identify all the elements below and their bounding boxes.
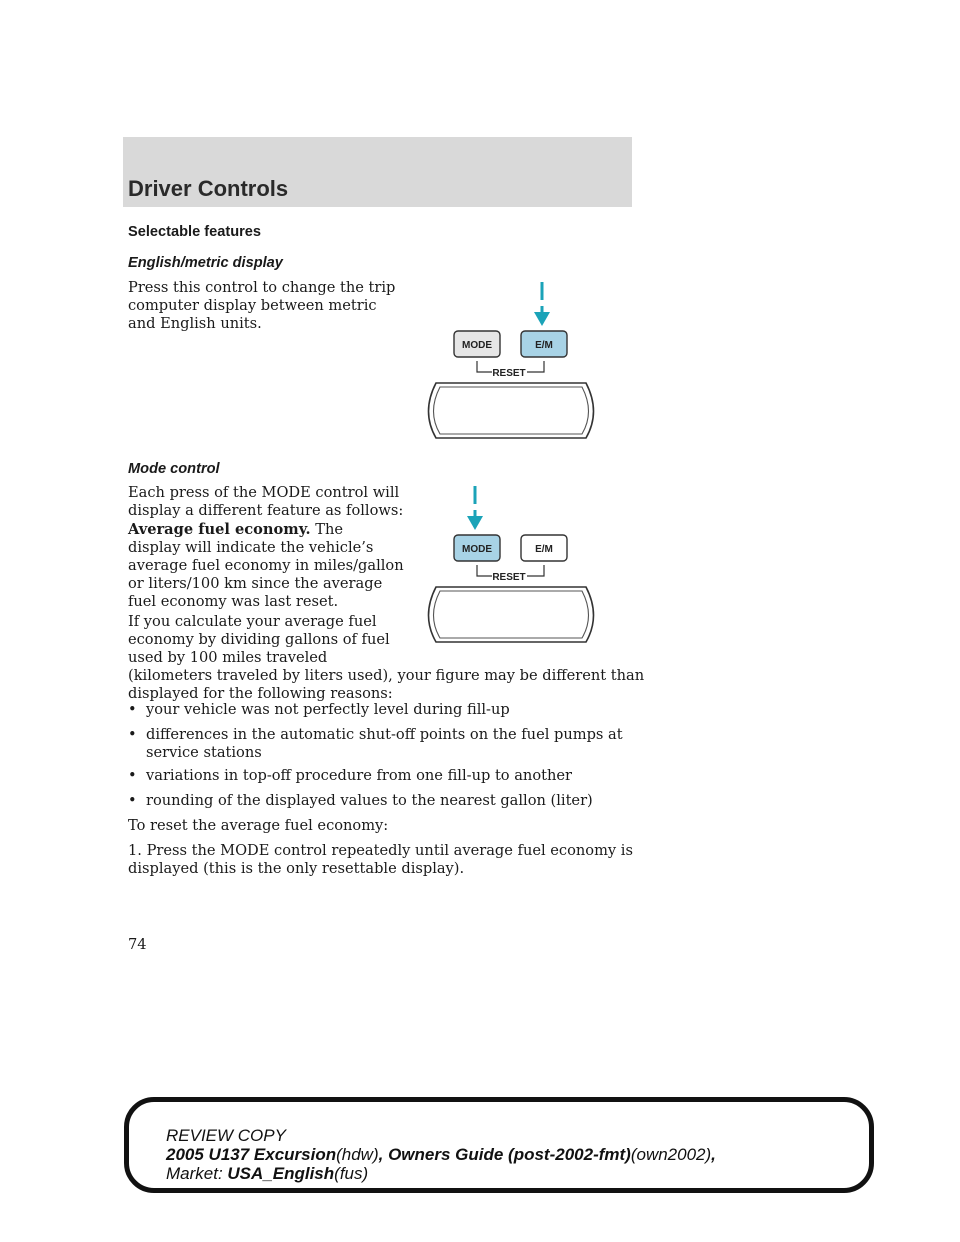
em-line-2: computer display between metric (128, 297, 377, 314)
em-button-figure (418, 280, 604, 442)
selectable-features-title: Selectable features (128, 224, 262, 240)
em-button-label: E/M (535, 544, 553, 555)
bullet-text-cont: service stations (146, 744, 262, 761)
avg-fuel-lead-rest: The (310, 521, 344, 538)
doc-model: 2005 U137 Excursion (166, 1145, 337, 1164)
calc-line-1: If you calculate your average fuel (128, 613, 377, 630)
bullet-dot: • (128, 701, 137, 718)
mode-description (128, 484, 403, 520)
step-1-line-2: displayed (this is the only resettable display). (128, 860, 465, 877)
step-1 (128, 842, 633, 878)
reset-bracket-left (477, 565, 492, 576)
bullet-dot: • (128, 767, 137, 784)
em-arrow-head (534, 312, 550, 326)
review-copy-label: REVIEW COPY (166, 1126, 286, 1145)
avg-line-4: fuel economy was last reset. (128, 593, 339, 610)
calc-line-4: (kilometers traveled by liters used), your figure may be different than (128, 667, 645, 684)
page-number: 74 (128, 936, 147, 953)
em-description (128, 279, 395, 333)
bullet-text: variations in top-off procedure from one fill-up to another (146, 767, 572, 784)
mode-button-label: MODE (462, 544, 492, 555)
avg-fuel-paragraph (128, 521, 404, 611)
avg-fuel-bold-lead: Average fuel economy. (128, 521, 311, 538)
english-metric-heading: English/metric display (128, 255, 283, 271)
document-id-line (166, 1145, 716, 1165)
market-value: USA_English (227, 1164, 335, 1183)
bullet-dot: • (128, 726, 137, 743)
mode-line-1: Each press of the MODE control will (128, 484, 400, 501)
bullet-text: your vehicle was not perfectly level during fill-up (146, 701, 510, 718)
section-title: Driver Controls (128, 176, 289, 201)
display-outline-outer (429, 383, 594, 438)
reset-intro: To reset the average fuel economy: (128, 817, 389, 834)
reset-bracket-right (527, 565, 544, 576)
mode-button-label: MODE (462, 340, 492, 351)
bullet-dot: • (128, 792, 137, 809)
calc-paragraph (128, 613, 644, 703)
reset-bracket-right (527, 361, 544, 372)
avg-line-3: or liters/100 km since the average (128, 575, 383, 592)
reset-label: RESET (492, 572, 526, 583)
doc-guide-title: , Owners Guide (post-2002-fmt) (378, 1145, 631, 1164)
calc-line-2: economy by dividing gallons of fuel (128, 631, 390, 648)
step-1-line-1: 1. Press the MODE control repeatedly until average fuel economy is (128, 842, 633, 859)
doc-model-code: (hdw) (336, 1145, 379, 1164)
em-button-label: E/M (535, 340, 553, 351)
market-code: (fus) (334, 1164, 369, 1183)
mode-arrow-head (467, 516, 483, 530)
em-line-3: and English units. (128, 315, 262, 332)
calc-line-5: displayed for the following reasons: (128, 685, 393, 702)
mode-control-heading: Mode control (128, 461, 220, 477)
market-label: Market: (166, 1164, 228, 1183)
market-line (166, 1164, 368, 1184)
avg-line-2: average fuel economy in miles/gallon (128, 557, 404, 574)
doc-guide-code: (own2002) (630, 1145, 712, 1164)
calc-line-3: used by 100 miles traveled (128, 649, 328, 666)
mode-line-2: display a different feature as follows: (128, 502, 404, 519)
bullet-text: differences in the automatic shut-off points on the fuel pumps at (146, 726, 623, 743)
bullet-text: rounding of the displayed values to the nearest gallon (liter) (146, 792, 593, 809)
reset-label: RESET (492, 368, 526, 379)
doc-comma: , (711, 1145, 716, 1164)
reset-bracket-left (477, 361, 492, 372)
em-line-1: Press this control to change the trip (128, 279, 396, 296)
avg-line-1: display will indicate the vehicle’s (128, 539, 374, 556)
